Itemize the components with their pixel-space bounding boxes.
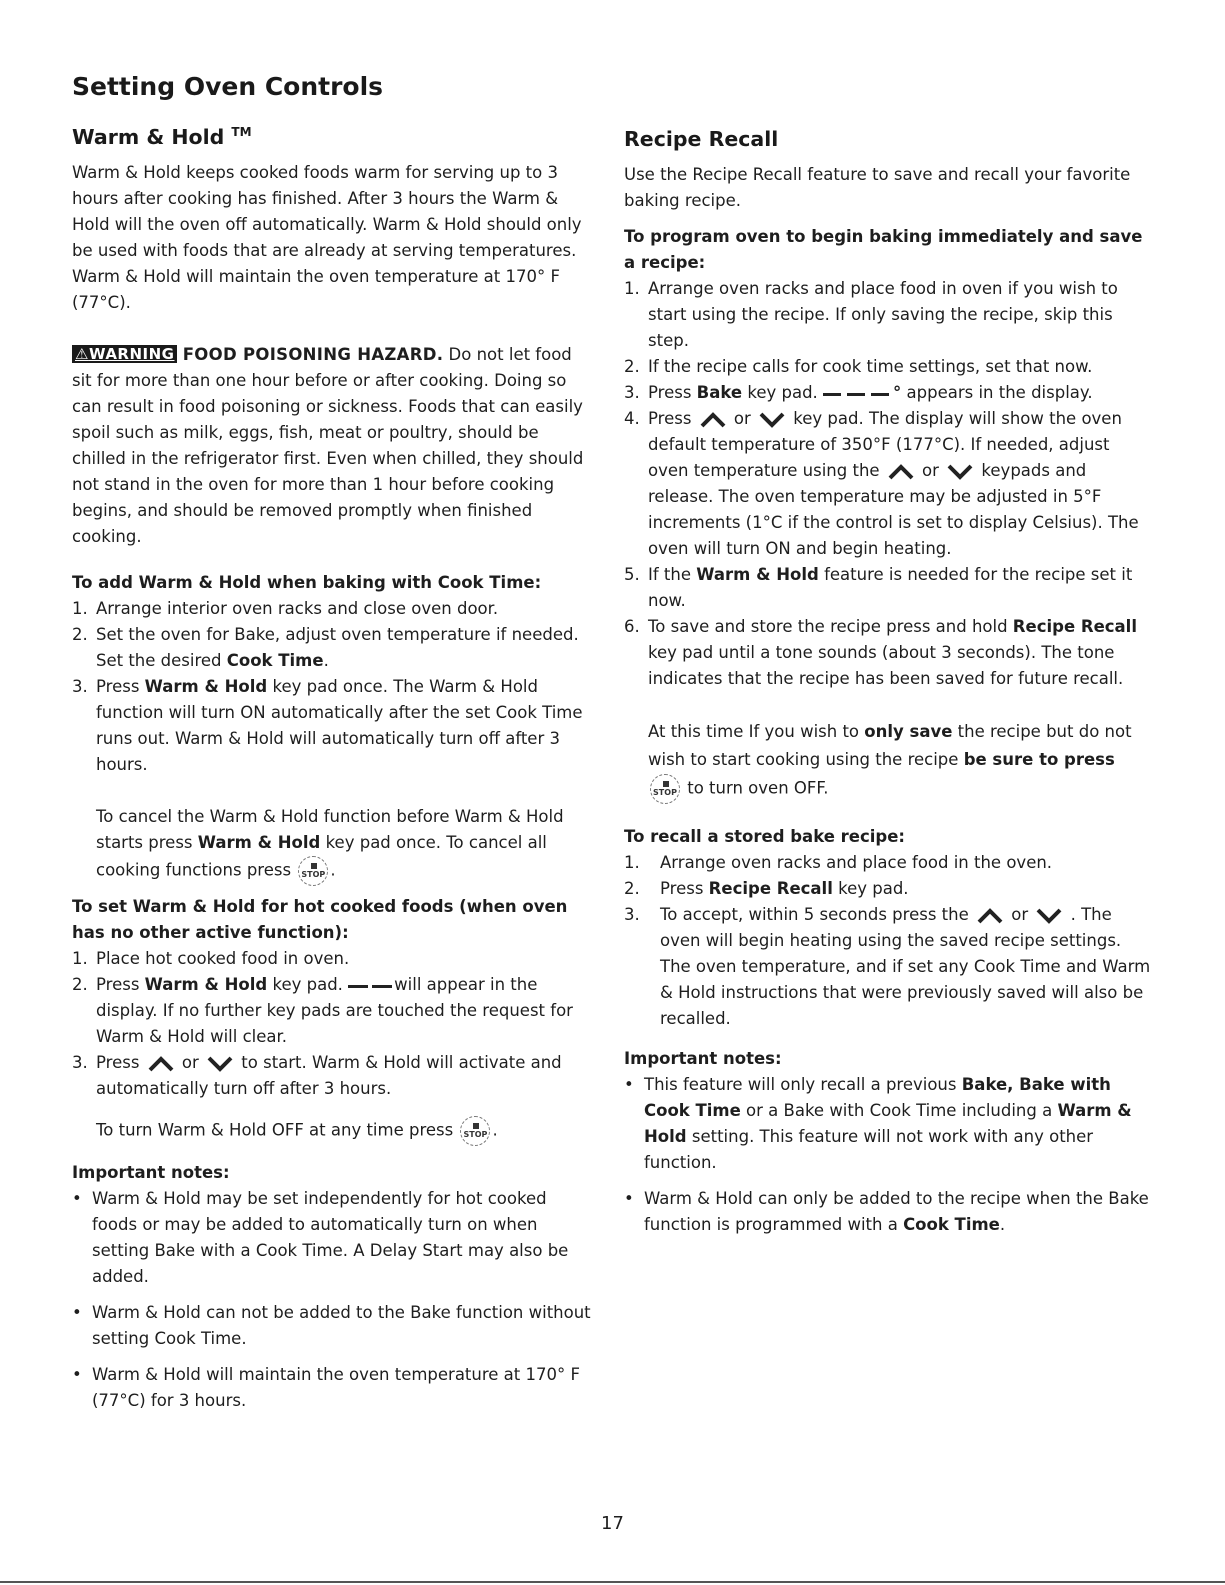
cancel-paragraph: [72, 804, 592, 886]
step-number: 3.: [624, 383, 640, 402]
step-text: or: [1005, 905, 1034, 924]
list-item: [624, 876, 1154, 902]
warning-badge-text: WARNING: [88, 345, 175, 363]
bottom-rule: [0, 1581, 1225, 1583]
degree-symbol: °: [893, 383, 902, 402]
step-text: or: [916, 461, 945, 480]
step-number: 1.: [72, 949, 88, 968]
step-text: Press: [648, 409, 697, 428]
warm-hold-heading-text: Warm & Hold: [72, 125, 225, 149]
step-text: will appear in the display. If no further key pads are touched the request for Warm & Hold will clear.: [96, 975, 573, 1046]
list-item: [624, 276, 1154, 354]
step-text: to start. Warm & Hold will activate and automatically turn off after 3 hours.: [96, 1053, 562, 1098]
cancel-text: To cancel the Warm & Hold function before Warm & Hold starts press: [96, 807, 564, 852]
list-item: [72, 1050, 592, 1102]
step-bold: Bake: [696, 383, 743, 402]
step-text: Press: [96, 1053, 145, 1072]
step-text: Press: [96, 677, 145, 696]
stop-icon: [298, 856, 328, 886]
cancel-bold: Warm & Hold: [197, 833, 321, 852]
warning-paragraph: [72, 342, 592, 550]
list-item: [624, 562, 1154, 614]
trademark: TM: [231, 125, 252, 140]
step-text: Arrange oven racks and place food in oven if you wish to start using the recipe. If only saving the recipe, skip this step.: [648, 279, 1118, 350]
step-text: To accept, within 5 seconds press the: [660, 905, 974, 924]
note-bold: Warm & Hold: [644, 1101, 1132, 1146]
step-text: Press: [648, 383, 697, 402]
step-text: key pad.: [832, 879, 909, 898]
note-text: Warm & Hold can only be added to the recipe when the Bake function is programmed with a: [644, 1189, 1149, 1234]
save-text: to turn oven OFF.: [682, 778, 829, 798]
step-number: 4.: [624, 409, 640, 428]
save-bold: only save: [864, 722, 953, 741]
list-item: [72, 596, 592, 622]
step-bold: Cook Time: [226, 651, 324, 670]
recall-steps: [624, 850, 1154, 1032]
step-text: Press: [660, 879, 709, 898]
down-arrow-icon: [207, 1056, 233, 1072]
turn-off-text: .: [492, 1120, 498, 1140]
cancel-text: key pad once. To cancel all cooking functions press: [96, 833, 547, 880]
note-text: This feature will only recall a previous: [644, 1075, 962, 1094]
recipe-recall-heading: Recipe Recall: [624, 127, 779, 151]
step-number: 2.: [624, 357, 640, 376]
step-text: To save and store the recipe press and hold: [648, 617, 1013, 636]
program-heading: To program oven to begin baking immediately and save a recipe:: [624, 227, 1143, 272]
stop-icon: [460, 1116, 490, 1146]
step-number: 6.: [624, 617, 640, 636]
list-item: [624, 1186, 1154, 1238]
stop-icon-label: STOP: [653, 788, 677, 797]
recipe-notes-heading: Important notes:: [624, 1049, 782, 1068]
step-bold: Warm & Hold: [144, 975, 268, 994]
warm-hold-notes-heading: Important notes:: [72, 1163, 230, 1182]
page-title: Setting Oven Controls: [72, 72, 384, 101]
page-number: 17: [601, 1513, 624, 1534]
list-item: • Warm & Hold may be set independently for hot cooked foods or may be added to automatically turn on when setting Bake with a Cook Time. A Delay Start may also be added.: [72, 1186, 592, 1290]
step-number: 1.: [72, 599, 88, 618]
up-arrow-icon: [700, 412, 726, 428]
step-text: or: [728, 409, 757, 428]
list-item: [624, 354, 1154, 380]
list-item: [72, 946, 592, 972]
warm-hold-section: [72, 122, 592, 1424]
cook-time-steps: [72, 596, 592, 778]
step-text: Place hot cooked food in oven.: [96, 949, 350, 968]
stop-icon-label: STOP: [301, 870, 326, 879]
list-item: [72, 972, 592, 1050]
step-text: Press: [96, 975, 145, 994]
list-item: [624, 614, 1154, 692]
save-bold: be sure to press: [963, 750, 1115, 769]
list-item: [624, 902, 1154, 1032]
program-steps: [624, 276, 1154, 692]
step-text: Set the oven for Bake, adjust oven temperature if needed. Set the desired: [96, 625, 579, 670]
step-text: feature is needed for the recipe set it now.: [648, 565, 1133, 610]
down-arrow-icon: [1036, 908, 1062, 924]
step-text: key pad until a tone sounds (about 3 seconds). The tone indicates that the recipe has been saved for future recall.: [648, 643, 1124, 688]
list-item: • Warm & Hold can not be added to the Bake function without setting Cook Time.: [72, 1300, 592, 1352]
warm-hold-heading: [72, 122, 592, 152]
down-arrow-icon: [947, 464, 973, 480]
list-item: [72, 622, 592, 674]
step-number: 2.: [72, 975, 88, 994]
recall-heading: To recall a stored bake recipe:: [624, 827, 906, 846]
step-text: key pad. The display will show the oven default temperature of 350°F (177°C). If needed, adjust oven temperature using the: [648, 409, 1122, 480]
step-number: 1.: [624, 279, 640, 298]
step-bold: Recipe Recall: [708, 879, 833, 898]
note-text: .: [999, 1215, 1006, 1234]
list-item: [624, 406, 1154, 562]
warm-hold-notes: [72, 1186, 592, 1414]
step-text: key pad.: [742, 383, 824, 402]
step-number: 3.: [72, 677, 88, 696]
step-text: appears in the display.: [901, 383, 1093, 402]
hot-foods-heading: To set Warm & Hold for hot cooked foods (when oven has no other active function):: [72, 897, 568, 942]
up-arrow-icon: [977, 908, 1003, 924]
save-text: the recipe but do not wish to start cooking using the recipe: [648, 722, 1132, 769]
step-text: If the recipe calls for cook time settings, set that now.: [648, 357, 1093, 376]
note-text: setting. This feature will not work with any other function.: [644, 1127, 1094, 1172]
step-text: . The oven will begin heating using the saved recipe settings. The oven temperature, and if set any Cook Time and Warm & Hold instructions that were previously saved will also be recalled.: [660, 905, 1151, 1028]
cook-time-heading: To add Warm & Hold when baking with Cook Time:: [72, 573, 542, 592]
step-number: 3.: [72, 1053, 88, 1072]
save-text: At this time If you wish to: [648, 722, 865, 741]
up-arrow-icon: [148, 1056, 174, 1072]
step-bold: Warm & Hold: [144, 677, 268, 696]
step-text: key pad.: [267, 975, 349, 994]
recipe-notes: [624, 1072, 1154, 1238]
recipe-recall-section: [624, 124, 1154, 1248]
step-text: .: [323, 651, 329, 670]
up-arrow-icon: [888, 464, 914, 480]
down-arrow-icon: [759, 412, 785, 428]
step-bold: Warm & Hold: [696, 565, 819, 584]
note-text: or a Bake with Cook Time including a: [740, 1101, 1058, 1120]
step-text: Arrange oven racks and place food in the oven.: [660, 853, 1053, 872]
step-number: 3.: [624, 905, 640, 924]
step-bold: Recipe Recall: [1012, 617, 1137, 636]
hazard-title: FOOD POISONING HAZARD.: [182, 345, 444, 364]
step-number: 2.: [72, 625, 88, 644]
recipe-recall-intro: Use the Recipe Recall feature to save and recall your favorite baking recipe.: [624, 165, 1131, 210]
warning-triangle-icon: ⚠: [75, 345, 89, 363]
step-text: keypads and release. The oven temperature may be adjusted in 5°F increments (1°C if the control is set to display Celsius). The oven will turn ON and begin heating.: [648, 461, 1139, 558]
list-item: [624, 1072, 1154, 1176]
list-item: [624, 850, 1154, 876]
note-bold: Bake, Bake with Cook Time: [644, 1075, 1111, 1120]
list-item: [72, 674, 592, 778]
step-number: 5.: [624, 565, 640, 584]
display-dashes-icon: [348, 981, 394, 991]
step-text: key pad once. The Warm & Hold function will turn ON automatically after the set Cook Time runs out. Warm & Hold will automatically turn off after 3 hours.: [96, 677, 583, 774]
turn-off-text: To turn Warm & Hold OFF at any time press: [96, 1120, 459, 1140]
hot-foods-steps: [72, 946, 592, 1102]
stop-icon-label: STOP: [463, 1130, 488, 1139]
list-item: • Warm & Hold will maintain the oven temperature at 170° F (77°C) for 3 hours.: [72, 1362, 592, 1414]
cancel-text: .: [330, 860, 336, 880]
warm-hold-intro: Warm & Hold keeps cooked foods warm for serving up to 3 hours after cooking has finished. After 3 hours the Warm & Hold will the oven off automatically. Warm & Hold should only be used with foods that are already at serving temperatures. Warm & Hold will maintain the oven temperature at 170° F (77°C).: [72, 163, 582, 312]
step-text: If the: [648, 565, 697, 584]
stop-icon: [650, 774, 680, 804]
step-text: or: [176, 1053, 205, 1072]
turn-off-paragraph: [72, 1116, 592, 1146]
step-text: Arrange interior oven racks and close oven door.: [96, 599, 499, 618]
display-dashes-icon: [823, 389, 893, 399]
list-item: [624, 380, 1154, 406]
hazard-text: Do not let food sit for more than one hour before or after cooking. Doing so can result in food poisoning or sickness. Foods that can easily spoil such as milk, eggs, fish, meat or poultry, should be chilled in the refrigerator first. Even when chilled, they should not stand in the oven for more than 1 hour before cooking begins, and should be removed promptly when finished cooking.: [72, 345, 584, 546]
warning-badge: [72, 345, 177, 363]
save-only-paragraph: [624, 718, 1154, 804]
step-number: 2.: [624, 879, 640, 898]
step-number: 1.: [624, 853, 640, 872]
note-bold: Cook Time: [903, 1215, 1000, 1234]
